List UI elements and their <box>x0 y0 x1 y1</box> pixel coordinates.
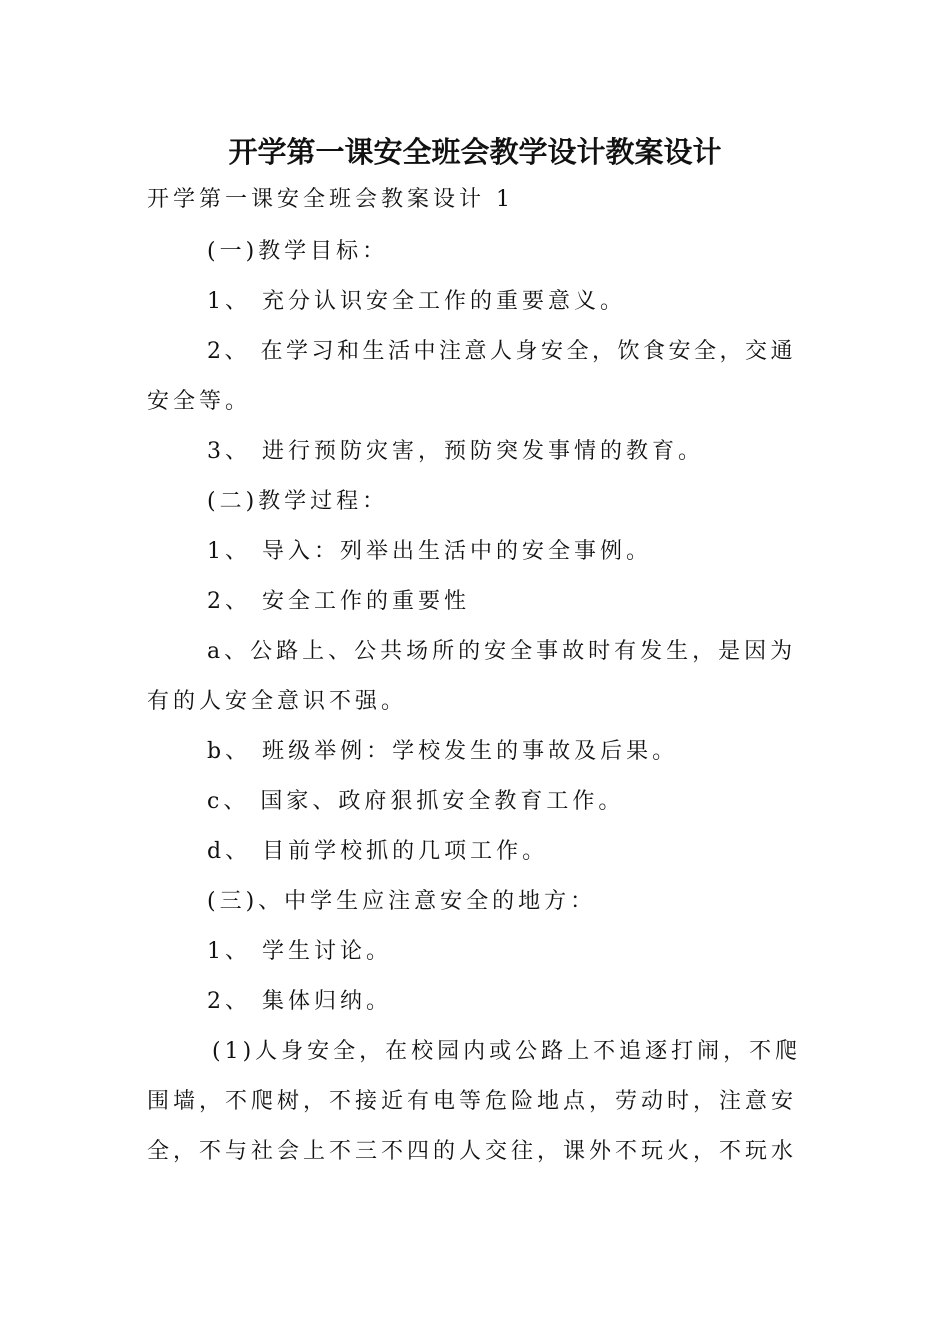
text-line: 围墙，不爬树，不接近有电等危险地点，劳动时，注意安 <box>147 1089 798 1114</box>
text-line: 有的人安全意识不强。 <box>147 689 408 714</box>
text-line: (1)人身安全，在校园内或公路上不追逐打闹，不爬 <box>212 1039 802 1064</box>
text-line: 2、 在学习和生活中注意人身安全，饮食安全，交通 <box>207 339 796 364</box>
text-line: b、 班级举例：学校发生的事故及后果。 <box>207 739 679 764</box>
text-line: (二)教学过程： <box>207 489 389 514</box>
text-line: c、 国家、政府狠抓安全教育工作。 <box>207 789 625 814</box>
text-line: 2、 安全工作的重要性 <box>207 589 470 614</box>
section-heading: 开学第一课安全班会教案设计 1 <box>147 187 514 212</box>
text-line: a、公路上、公共场所的安全事故时有发生，是因为 <box>207 639 797 664</box>
text-line: 3、 进行预防灾害，预防突发事情的教育。 <box>207 439 704 464</box>
text-line: 1、 导入：列举出生活中的安全事例。 <box>207 539 652 564</box>
document-title: 开学第一课安全班会教学设计教案设计 <box>228 135 722 169</box>
text-line: (三)、中学生应注意安全的地方： <box>207 889 597 914</box>
text-line: 安全等。 <box>147 389 252 414</box>
text-line: d、 目前学校抓的几项工作。 <box>207 839 549 864</box>
text-line: 1、 学生讨论。 <box>207 939 392 964</box>
text-line: 全，不与社会上不三不四的人交往，课外不玩火，不玩水 <box>147 1139 798 1164</box>
text-line: (一)教学目标： <box>207 239 389 264</box>
text-line: 2、 集体归纳。 <box>207 989 392 1014</box>
text-line: 1、 充分认识安全工作的重要意义。 <box>207 289 626 314</box>
